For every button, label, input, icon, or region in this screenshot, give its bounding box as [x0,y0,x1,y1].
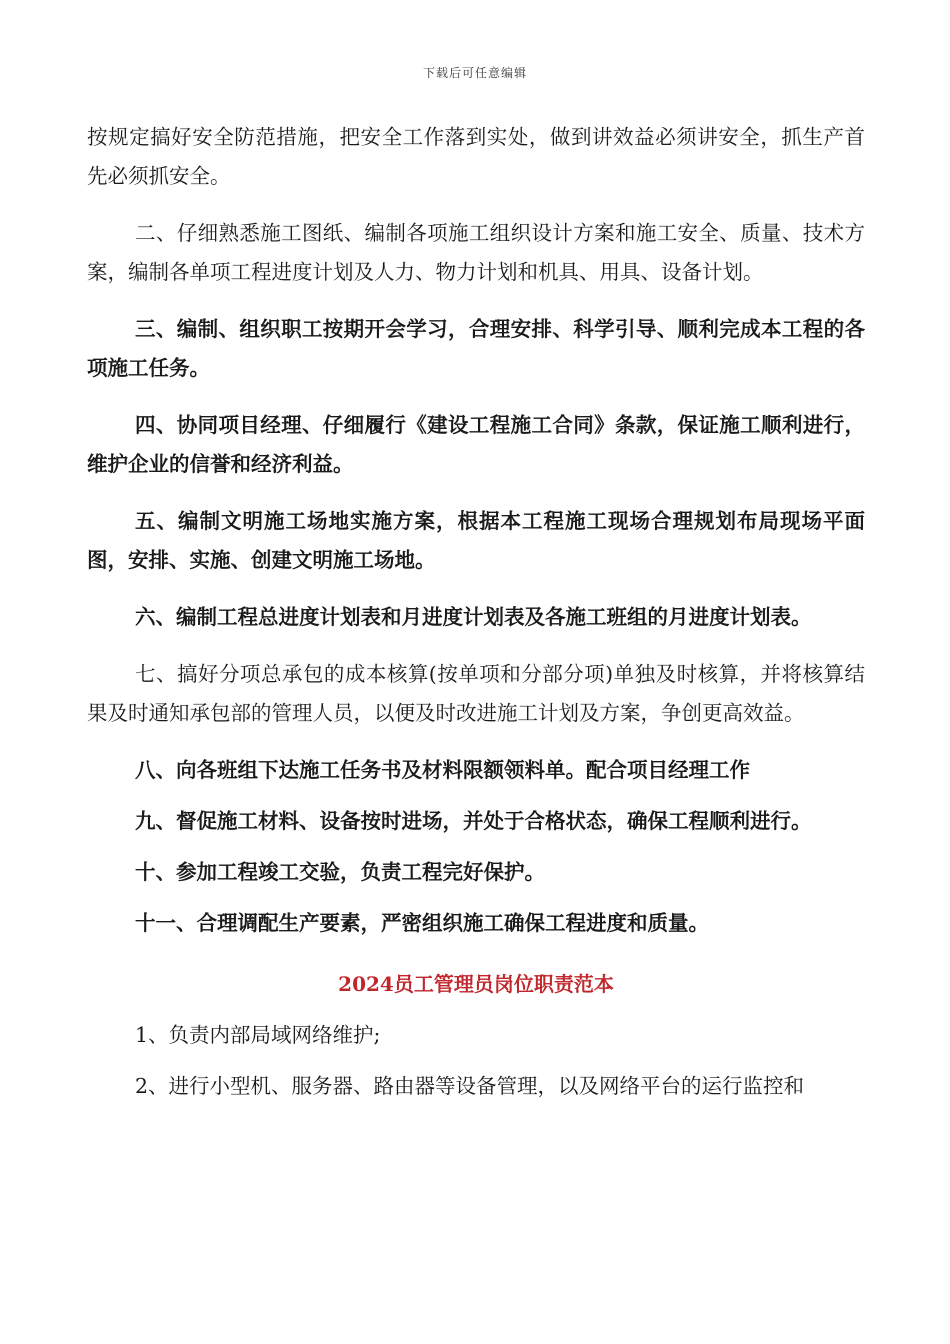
section-title: 2024员工管理员岗位职责范本 [338,972,614,996]
paragraph-item-10: 十、参加工程竣工交验，负责工程完好保护。 [135,860,545,884]
paragraph-item-7: 七、搞好分项总承包的成本核算(按单项和分部分项)单独及时核算，并将核算结果及时通知承包部的管理人员，以便及时改进施工计划及方案，争创更高效益。 [87,662,865,725]
paragraph-item-8: 八、向各班组下达施工任务书及材料限额领料单。配合项目经理工作 [135,758,750,782]
paragraph-item-5: 五、编制文明施工场地实施方案，根据本工程施工现场合理规划布局现场平面图，安排、实施、创建文明施工场地。 [87,509,865,572]
page-header: 下载后可任意编辑 [422,66,527,80]
paragraph-item-4: 四、协同项目经理、仔细履行《建设工程施工合同》条款，保证施工顺利进行，维护企业的信誉和经济利益。 [87,413,865,476]
paragraph-item-9: 九、督促施工材料、设备按时进场，并处于合格状态，确保工程顺利进行。 [135,809,812,833]
document-body [87,118,865,1106]
paragraph-safety: 按规定搞好安全防范措施，把安全工作落到实处，做到讲效益必须讲安全，抓生产首先必须抓安全。 [87,125,865,188]
paragraph-item-2: 二、仔细熟悉施工图纸、编制各项施工组织设计方案和施工安全、质量、技术方案，编制各单项工程进度计划及人力、物力计划和机具、用具、设备计划。 [87,221,865,284]
duty-item-1: 1、负责内部局域网络维护; [135,1023,381,1047]
paragraph-item-11: 十一、合理调配生产要素，严密组织施工确保工程进度和质量。 [135,911,709,935]
duty-item-2: 2、进行小型机、服务器、路由器等设备管理，以及网络平台的运行监控和 [135,1074,805,1098]
paragraph-item-6: 六、编制工程总进度计划表和月进度计划表及各施工班组的月进度计划表。 [135,605,812,629]
paragraph-item-3: 三、编制、组织职工按期开会学习，合理安排、科学引导、顺利完成本工程的各项施工任务。 [87,317,865,380]
